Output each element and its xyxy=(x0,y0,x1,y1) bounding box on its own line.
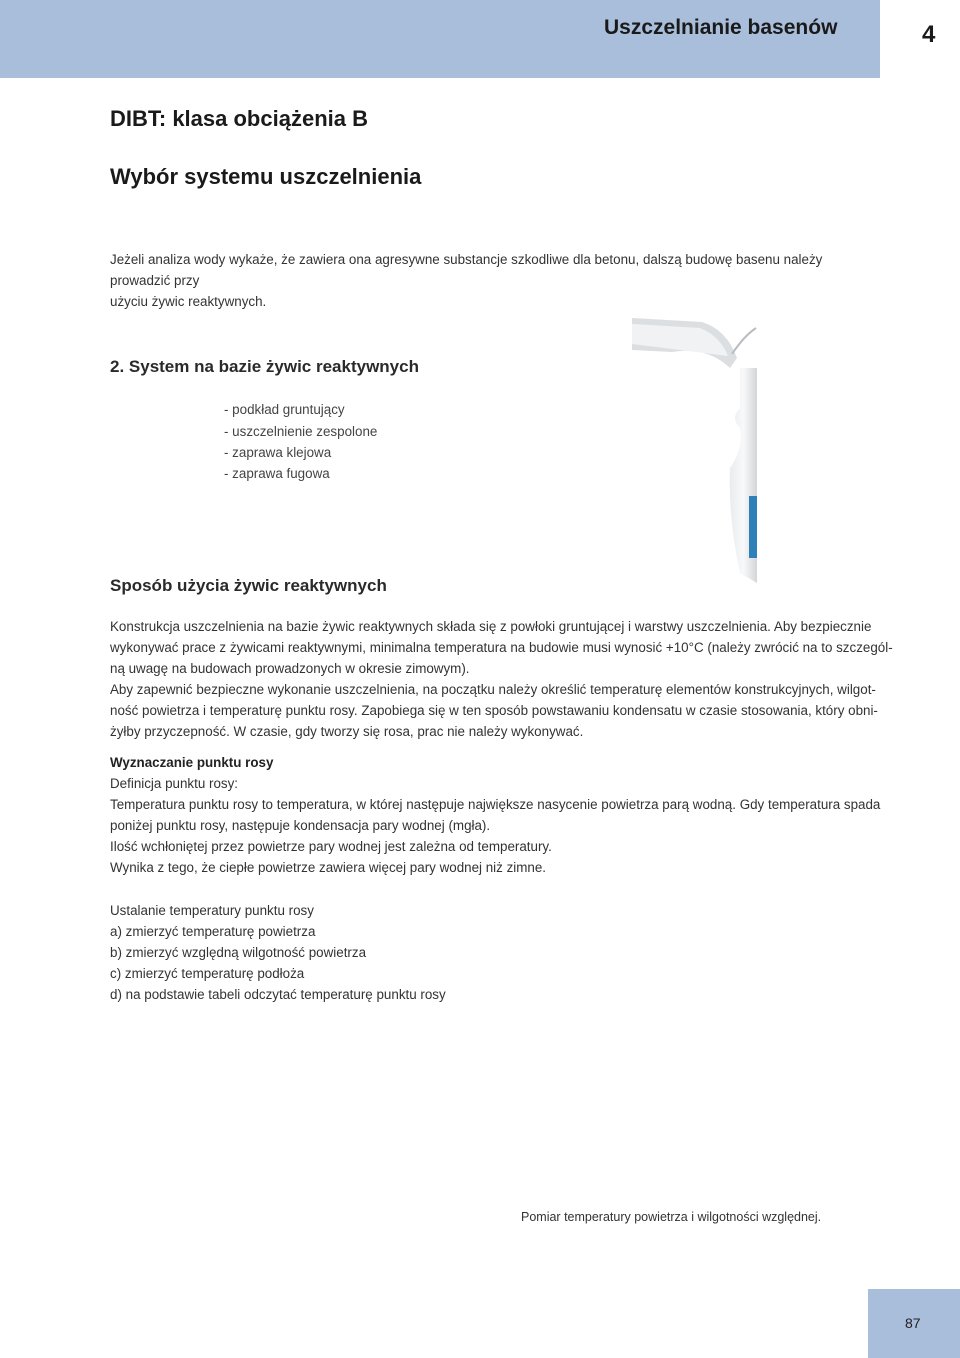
intro-paragraph xyxy=(110,249,850,312)
procedure-section xyxy=(110,900,810,1005)
chapter-title: Uszczelnianie basenów xyxy=(604,16,838,39)
procedure-step: a) zmierzyć temperaturę powietrza xyxy=(110,924,316,939)
intro-line: Jeżeli analiza wody wykaże, że zawiera ona agresywne substancje szkodliwe dla betonu, dalszą budowę basenu należy prowadzić przy xyxy=(110,252,823,288)
heading-choice: Wybór systemu uszczelnienia xyxy=(110,164,422,189)
system-item: - zaprawa fugowa xyxy=(224,466,330,481)
procedure-title: Ustalanie temperatury punktu rosy xyxy=(110,903,314,918)
heading-usage: Sposób użycia żywic reaktywnych xyxy=(110,576,387,595)
heading-dibt: DIBT: klasa obciążenia B xyxy=(110,106,368,131)
procedure-step: d) na podstawie tabeli odczytać temperaturę punktu rosy xyxy=(110,987,446,1002)
dewpoint-line: Wynika z tego, że ciepłe powietrze zawiera więcej pary wodnej niż zimne. xyxy=(110,860,547,875)
usage-line: ną uwagę na budowach prowadzonych w okresie zimowym). xyxy=(110,661,470,676)
usage-line: Konstrukcja uszczelnienia na bazie żywic reaktywnych składa się z powłoki gruntującej i warstwy uszczelnienia. Aby bezpiecznie xyxy=(110,619,872,634)
procedure-step: c) zmierzyć temperaturę podłoża xyxy=(110,966,305,981)
intro-line: użyciu żywic reaktywnych. xyxy=(110,294,267,309)
dewpoint-line: Temperatura punktu rosy to temperatura, w której następuje największe nasycenie powietrza parą wodną. Gdy temperatura spada xyxy=(110,797,881,812)
chapter-number-box xyxy=(880,0,960,78)
photo-caption: Pomiar temperatury powietrza i wilgotności względnej. xyxy=(521,1210,822,1224)
heading-system: 2. System na bazie żywic reaktywnych xyxy=(110,357,419,376)
dewpoint-title: Wyznaczanie punktu rosy xyxy=(110,755,274,770)
usage-paragraph xyxy=(110,616,914,742)
product-photo xyxy=(632,318,757,583)
usage-line: żyłby przyczepność. W czasie, gdy tworzy się rosa, prac nie należy wykonywać. xyxy=(110,724,584,739)
system-item: - zaprawa klejowa xyxy=(224,445,332,460)
chapter-number: 4 xyxy=(922,21,936,48)
usage-line: ność powietrza i temperaturę punktu rosy. Zapobiega się w ten sposób powstawaniu kondensatu w czasie stosowania, który obni- xyxy=(110,703,878,718)
dewpoint-section xyxy=(110,752,914,878)
procedure-step: b) zmierzyć względną wilgotność powietrza xyxy=(110,945,367,960)
system-item: - podkład gruntujący xyxy=(224,402,345,417)
dewpoint-line: Ilość wchłoniętej przez powietrze pary wodnej jest zależna od temperatury. xyxy=(110,839,552,854)
dewpoint-line: Definicja punktu rosy: xyxy=(110,776,239,791)
page-number: 87 xyxy=(905,1315,921,1331)
system-item: - uszczelnienie zespolone xyxy=(224,424,378,439)
dewpoint-line: poniżej punktu rosy, następuje kondensacja pary wodnej (mgła). xyxy=(110,818,491,833)
product-label xyxy=(749,496,757,558)
usage-line: wykonywać prace z żywicami reaktywnymi, minimalna temperatura na budowie musi wynosić +10°C (należy zwrócić na to szczegól- xyxy=(110,640,893,655)
usage-line: Aby zapewnić bezpieczne wykonanie uszczelnienia, na początku należy określić temperaturę elementów konstrukcyjnych, wilgot- xyxy=(110,682,876,697)
